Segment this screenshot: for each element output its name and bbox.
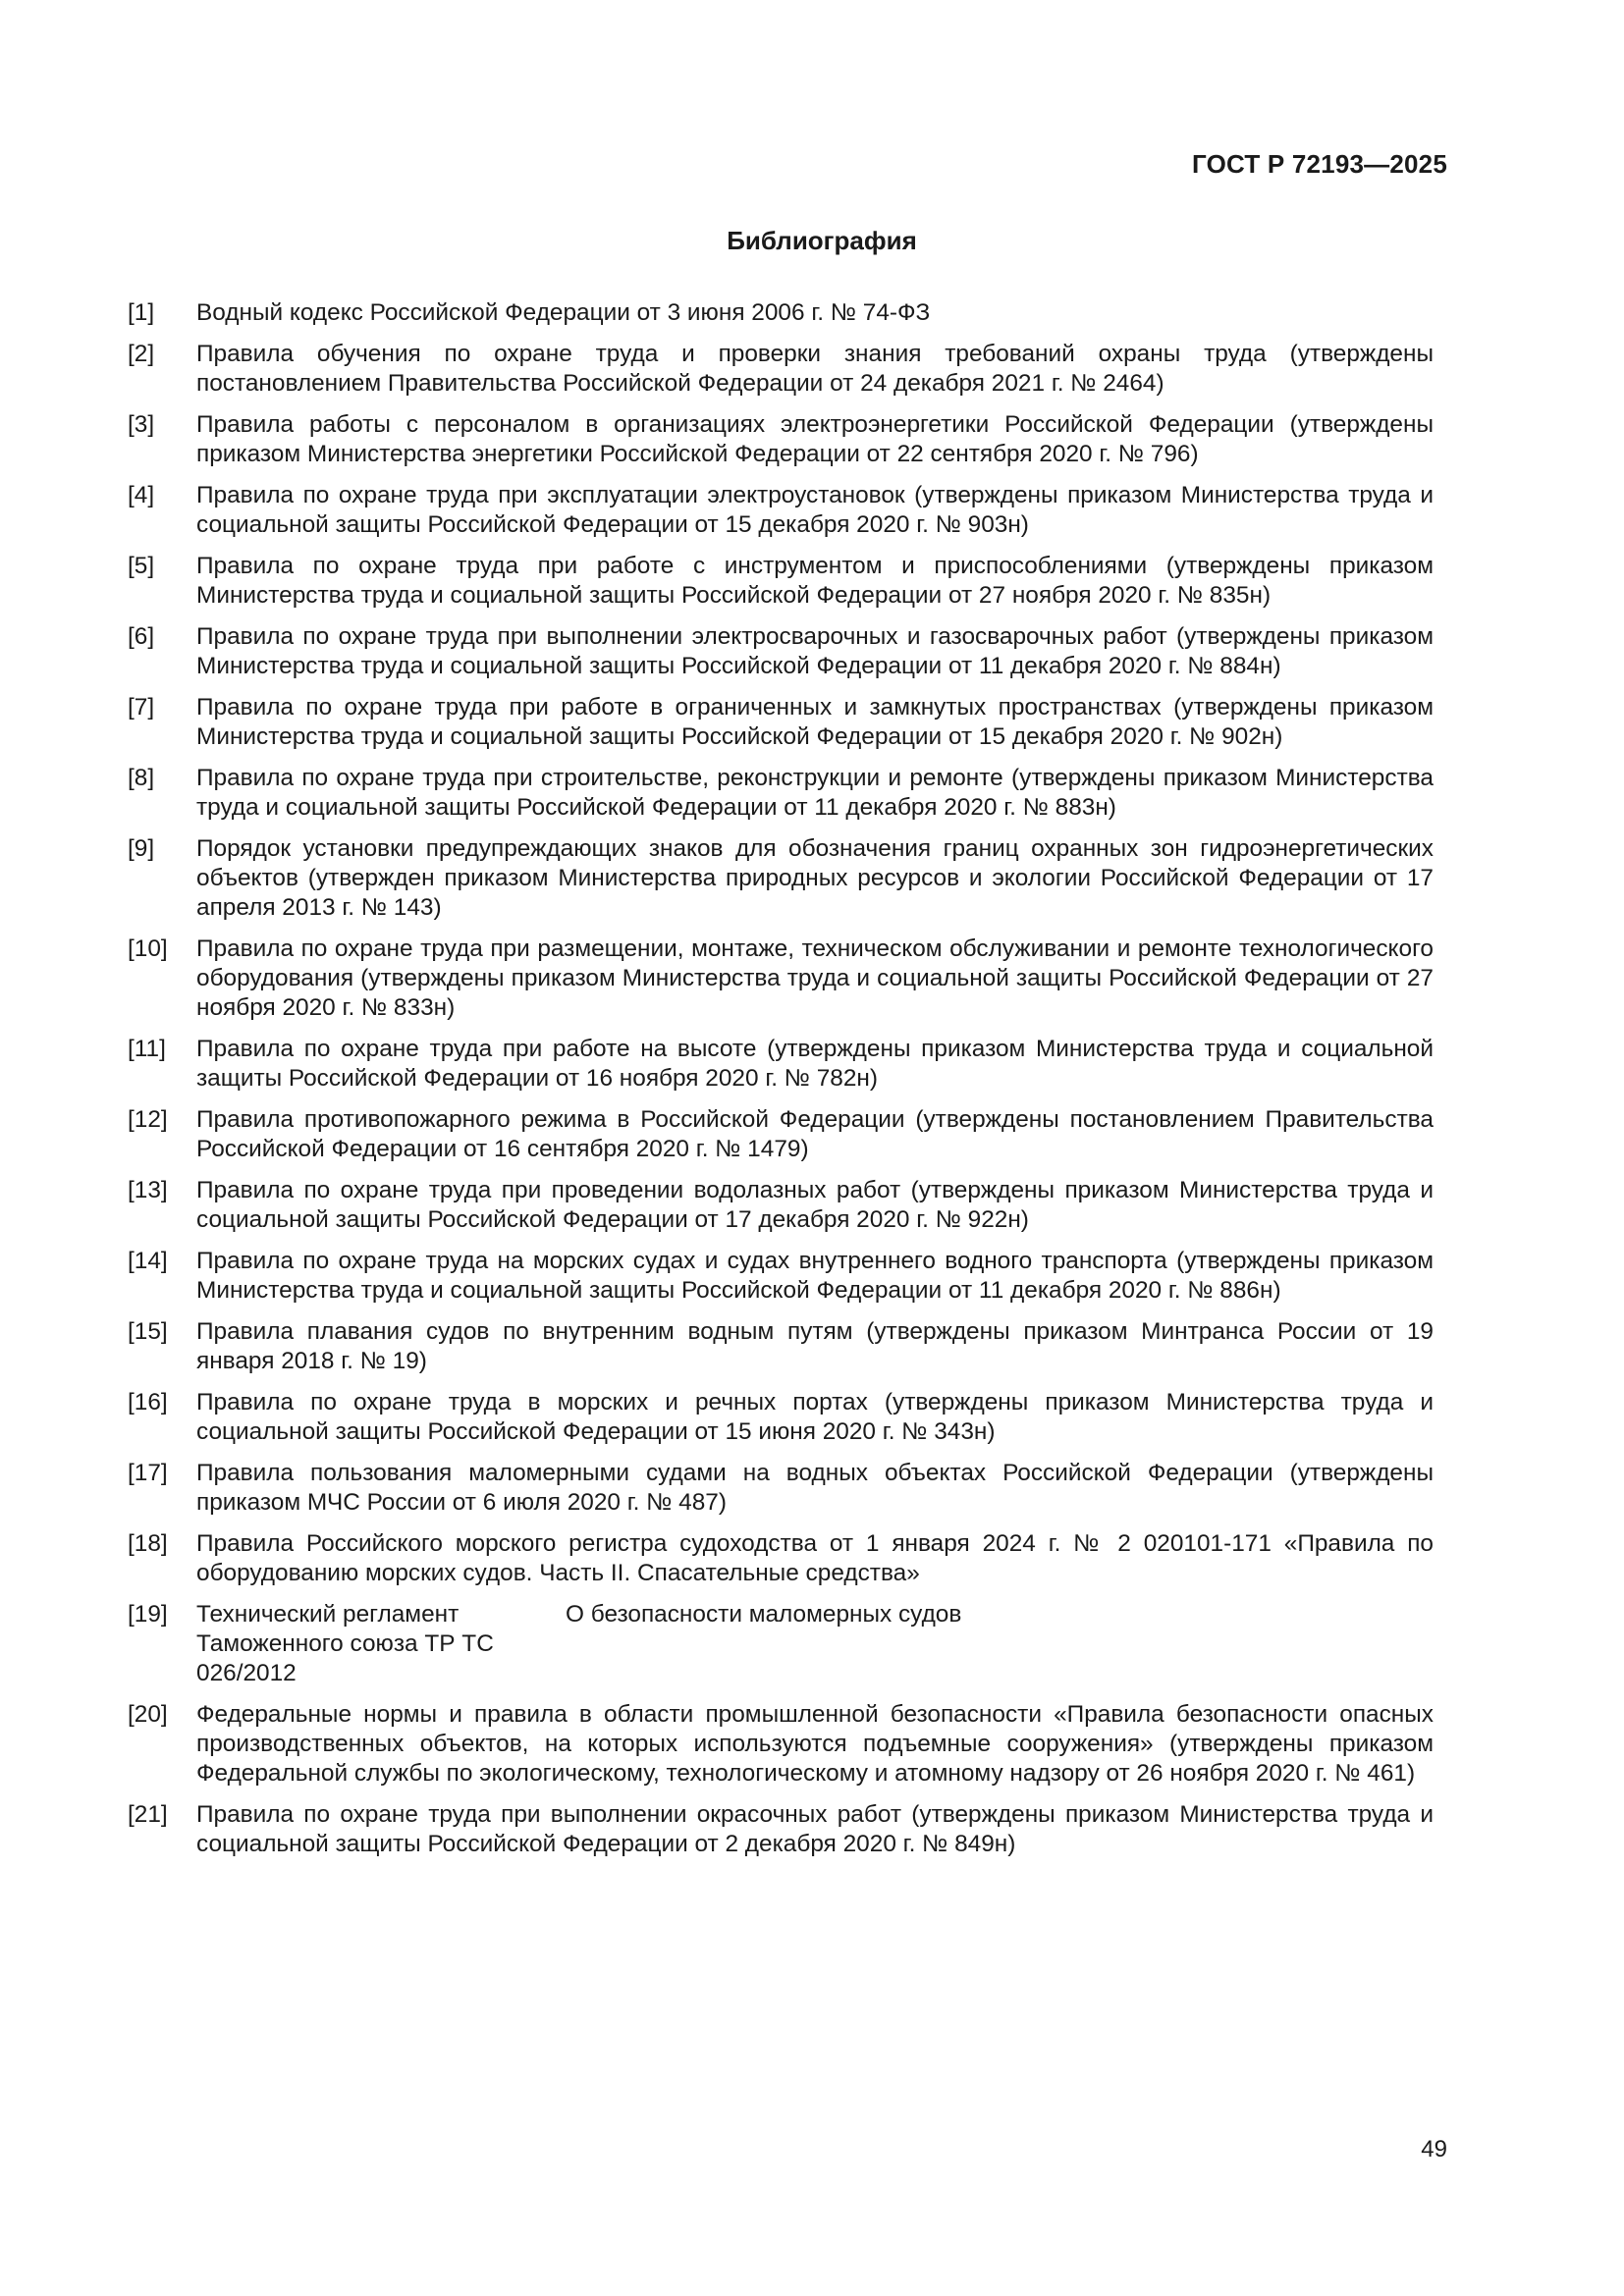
entry-number: [6] (128, 623, 155, 650)
bibliography-entry (128, 1176, 1434, 1235)
entry-number: [9] (128, 835, 155, 862)
entry-number: [7] (128, 694, 155, 721)
entry-number: [14] (128, 1248, 168, 1274)
entry-number: [21] (128, 1801, 168, 1828)
bibliography-entry (128, 1600, 1434, 1688)
entry-number: [5] (128, 553, 155, 579)
bibliography-entry (128, 622, 1434, 681)
entry-text: Правила по охране труда при выполнении электросварочных и газосварочных работ (утверждены приказом Министерства труда и социальной защиты Российской Федерации от 11 декабря 2020 г. № 884н) (196, 623, 1434, 679)
bibliography-entry (128, 1105, 1434, 1164)
entry-number: [16] (128, 1389, 168, 1415)
entry-text: Правила по охране труда при размещении, монтаже, техническом обслуживании и ремонте технологического оборудования (утверждены приказом Министерства труда и социальной защиты Российской Федерации от 27 ноября 2020 г. № 833н) (196, 935, 1434, 1021)
entry-number: [10] (128, 935, 168, 962)
bibliography-list (128, 298, 1434, 1871)
entry-text: Правила плавания судов по внутренним водным путям (утверждены приказом Минтранса России от 19 января 2018 г. № 19) (196, 1318, 1434, 1374)
bibliography-entry (128, 1800, 1434, 1859)
entry-text: Правила по охране труда при работе в ограниченных и замкнутых пространствах (утверждены приказом Министерства труда и социальной защиты Российской Федерации от 15 декабря 2020 г. № 902н) (196, 694, 1434, 750)
page-number: 49 (1421, 2136, 1447, 2163)
standard-header: ГОСТ Р 72193—2025 (1192, 149, 1447, 179)
bibliography-entry (128, 552, 1434, 611)
bibliography-entry (128, 1388, 1434, 1447)
entry-number: [3] (128, 411, 155, 438)
entry-text: Правила по охране труда при работе с инструментом и приспособлениями (утверждены приказом Министерства труда и социальной защиты Российской Федерации от 27 ноября 2020 г. № 835н) (196, 553, 1434, 609)
entry-number: [4] (128, 482, 155, 508)
entry-text (196, 1600, 1434, 1688)
bibliography-entry (128, 834, 1434, 923)
entry-number: [18] (128, 1530, 168, 1557)
entry-text: Правила по охране труда в морских и речных портах (утверждены приказом Министерства труда и социальной защиты Российской Федерации от 15 июня 2020 г. № 343н) (196, 1389, 1434, 1445)
entry-text: Правила по охране труда при эксплуатации электроустановок (утверждены приказом Министерства труда и социальной защиты Российской Федерации от 15 декабря 2020 г. № 903н) (196, 482, 1434, 538)
bibliography-entry (128, 693, 1434, 752)
entry-text: Правила пользования маломерными судами на водных объектах Российской Федерации (утверждены приказом МЧС России от 6 июля 2020 г. № 487) (196, 1460, 1434, 1516)
regulation-designation: Технический регламент Таможенного союза ТР ТС 026/2012 (196, 1601, 494, 1686)
bibliography-entry (128, 1459, 1434, 1518)
entry-number: [12] (128, 1106, 168, 1133)
entry-number: [19] (128, 1601, 168, 1628)
bibliography-entry (128, 934, 1434, 1023)
bibliography-entry (128, 764, 1434, 823)
entry-text: Правила противопожарного режима в Российской Федерации (утверждены постановлением Правительства Российской Федерации от 16 сентября 2020 г. № 1479) (196, 1106, 1434, 1162)
regulation-title: О безопасности маломерных судов (566, 1601, 962, 1628)
bibliography-entry (128, 298, 1434, 328)
entry-text: Правила по охране труда при работе на высоте (утверждены приказом Министерства труда и социальной защиты Российской Федерации от 16 ноября 2020 г. № 782н) (196, 1036, 1434, 1092)
bibliography-entry (128, 481, 1434, 540)
entry-text: Правила обучения по охране труда и проверки знания требований охраны труда (утверждены постановлением Правительства Российской Федерации от 24 декабря 2021 г. № 2464) (196, 341, 1434, 397)
entry-number: [17] (128, 1460, 168, 1486)
entry-text: Правила по охране труда при выполнении окрасочных работ (утверждены приказом Министерства труда и социальной защиты Российской Федерации от 2 декабря 2020 г. № 849н) (196, 1801, 1434, 1857)
entry-number: [1] (128, 299, 155, 326)
bibliography-entry (128, 1317, 1434, 1376)
entry-number: [8] (128, 765, 155, 791)
bibliography-entry (128, 1247, 1434, 1306)
entry-text: Правила Российского морского регистра судоходства от 1 января 2024 г. № 2 020101-171 «Правила по оборудованию морских судов. Часть II. Спасательные средства» (196, 1530, 1434, 1586)
entry-text: Федеральные нормы и правила в области промышленной безопасности «Правила безопасности опасных производственных объектов, на которых используются подъемные сооружения» (утверждены приказом Федеральной службы по экологическому, технологическому и атомному надзору от 26 ноября 2020 г. № 461) (196, 1701, 1434, 1787)
entry-number: [13] (128, 1177, 168, 1203)
entry-text: Правила работы с персоналом в организациях электроэнергетики Российской Федерации (утверждены приказом Министерства энергетики Российской Федерации от 22 сентября 2020 г. № 796) (196, 411, 1434, 467)
entry-text: Водный кодекс Российской Федерации от 3 июня 2006 г. № 74-ФЗ (196, 299, 931, 326)
bibliography-entry (128, 1529, 1434, 1588)
page-title: Библиография (727, 226, 917, 255)
entry-text: Порядок установки предупреждающих знаков для обозначения границ охранных зон гидроэнергетических объектов (утвержден приказом Министерства природных ресурсов и экологии Российской Федерации от 17 апреля 2013 г. № 143) (196, 835, 1434, 921)
entry-number: [11] (128, 1036, 166, 1062)
entry-number: [2] (128, 341, 155, 367)
bibliography-entry (128, 1700, 1434, 1789)
entry-text: Правила по охране труда на морских судах и судах внутреннего водного транспорта (утверждены приказом Министерства труда и социальной защиты Российской Федерации от 11 декабря 2020 г. № 886н) (196, 1248, 1434, 1304)
bibliography-entry (128, 410, 1434, 469)
bibliography-entry (128, 1035, 1434, 1094)
entry-text: Правила по охране труда при строительстве, реконструкции и ремонте (утверждены приказом Министерства труда и социальной защиты Российской Федерации от 11 декабря 2020 г. № 883н) (196, 765, 1434, 821)
entry-number: [15] (128, 1318, 168, 1345)
entry-text: Правила по охране труда при проведении водолазных работ (утверждены приказом Министерства труда и социальной защиты Российской Федерации от 17 декабря 2020 г. № 922н) (196, 1177, 1434, 1233)
bibliography-entry (128, 340, 1434, 399)
entry-number: [20] (128, 1701, 168, 1728)
